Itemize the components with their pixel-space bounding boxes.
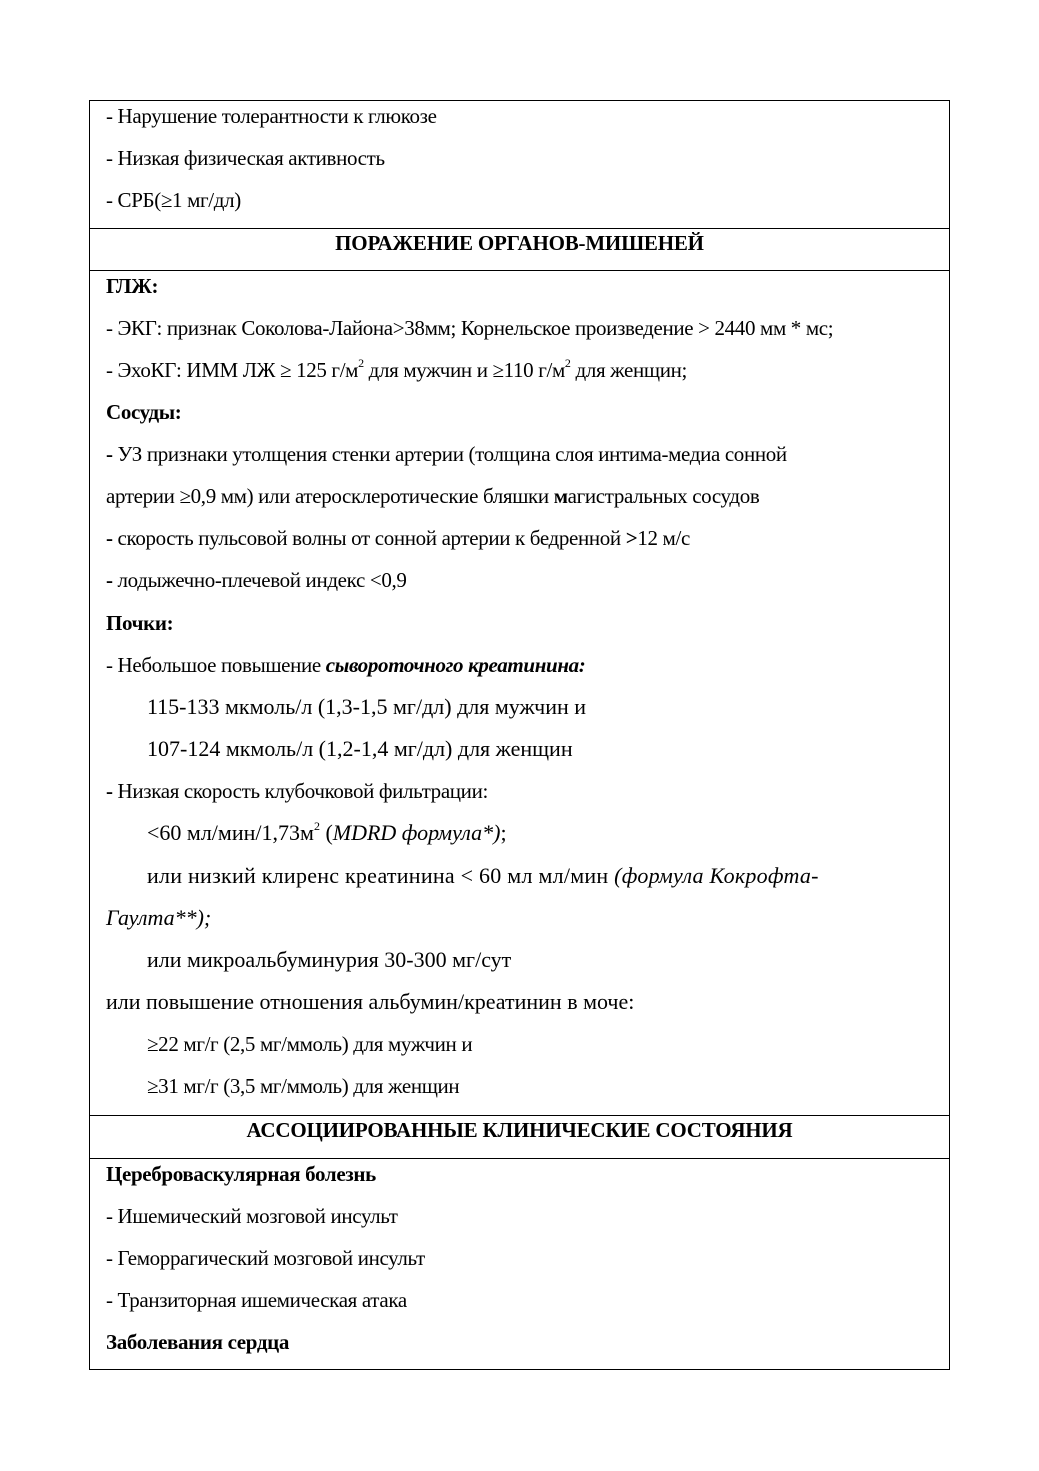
kidneys-title: Почки: [106,611,174,635]
risk-factor-glucose: - Нарушение толерантности к глюкозе [106,104,437,128]
creatinine-line: - Небольшое повышение сывороточного креатинина: [106,653,586,677]
acs-header: АССОЦИИРОВАННЫЕ КЛИНИЧЕСКИЕ СОСТОЯНИЯ [246,1118,793,1142]
cerebrovascular-title: Цереброваскулярная болезнь [106,1162,376,1186]
vessel-abi-line: - лодыжечно-плечевой индекс <0,9 [106,568,407,592]
vessels-title: Сосуды: [106,400,182,424]
row-divider [90,1115,949,1116]
row-divider [90,1158,949,1159]
list-item: - Геморрагический мозговой инсульт [106,1246,425,1270]
risk-factor-crp: - СРБ(≥1 мг/дл) [106,188,241,212]
acr-men: ≥22 мг/г (2,5 мг/ммоль) для мужчин и [147,1032,473,1056]
row-divider [90,270,949,271]
list-item: - Транзиторная ишемическая атака [106,1288,407,1312]
gfr-line: - Низкая скорость клубочковой фильтрации: [106,779,488,803]
target-organ-header: ПОРАЖЕНИЕ ОРГАНОВ-МИШЕНЕЙ [335,231,704,255]
row-divider [90,228,949,229]
microalbuminuria-line: или микроальбуминурия 30-300 мг/сут [147,947,512,972]
vessel-pwv-line: - скорость пульсовой волны от сонной артерии к бедренной >12 м/с [106,526,690,550]
criteria-table [89,100,950,1370]
ecg-criteria: - ЭКГ: признак Соколова-Лайона>38мм; Корнельское произведение > 2440 мм * мс; [106,316,834,340]
creatinine-women: 107-124 мкмоль/л (1,2-1,4 мг/дл) для женщин [147,736,573,761]
heart-disease-title: Заболевания сердца [106,1330,290,1354]
gfr-mdrd-line: <60 $мл/мин/1,73м^2$ (MDRD формула*); [147,818,507,845]
vessel-imt-line: - УЗ признаки утолщения стенки артерии (толщина слоя интима-медиа сонной [106,442,787,466]
list-item: - Ишемический мозговой инсульт [106,1204,398,1228]
acr-women: ≥31 мг/г (3,5 мг/ммоль) для женщин [147,1074,460,1098]
echo-criteria: - ЭхоКГ: ИММ ЛЖ ≥ 125 $г/м^2$ для мужчин и ≥110 $г/м^2$ для женщин; [106,356,687,382]
clearance-line: или низкий клиренс креатинина < 60 мл мл/мин (формула Кокрофта- [147,863,819,888]
clearance-line-cont: Гаулта**); [106,905,212,930]
creatinine-men: 115-133 мкмоль/л (1,3-1,5 мг/дл) для мужчин и [147,694,587,719]
risk-factor-activity: - Низкая физическая активность [106,146,385,170]
vessel-plaque-line: артерии ≥0,9 мм) или атеросклеротические бляшки магистральных сосудов [106,484,760,508]
acr-line: или повышение отношения альбумин/креатинин в моче: [106,989,635,1014]
lvh-title: ГЛЖ: [106,274,159,298]
